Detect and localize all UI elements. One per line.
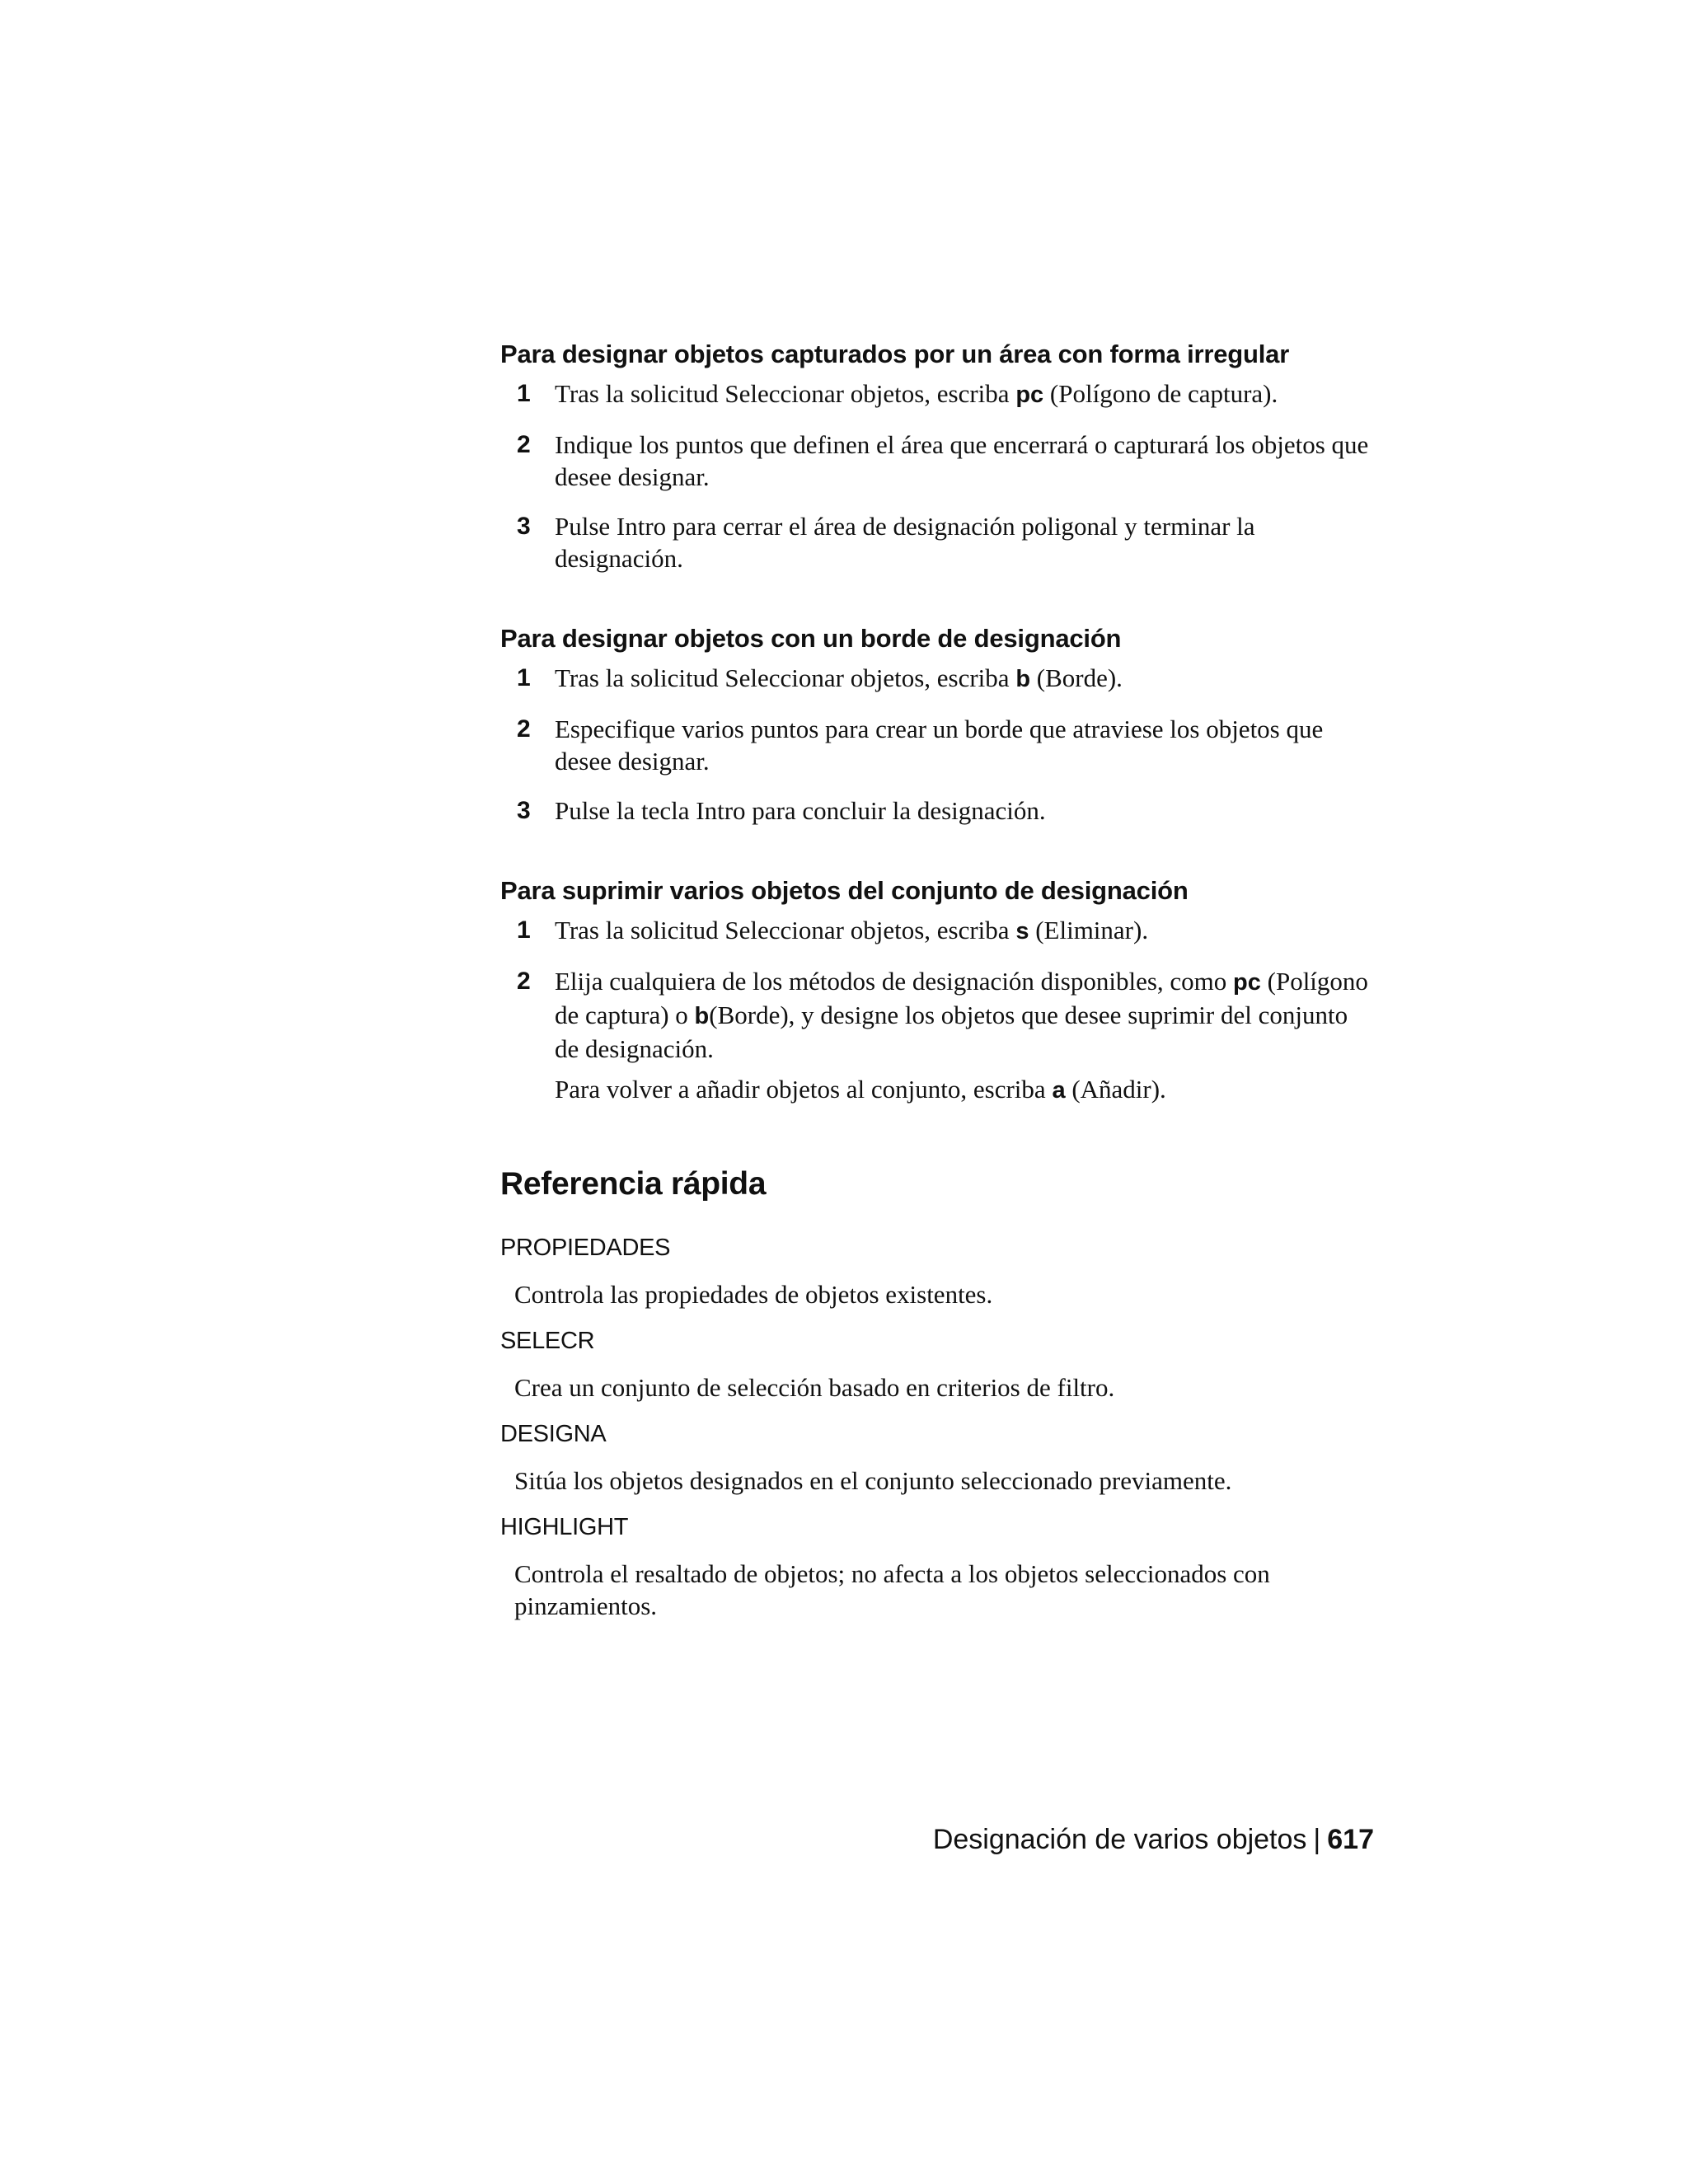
step-number: 2 [517,431,531,458]
section-heading: Referencia rápida [500,1166,767,1202]
procedure-heading: Para suprimir varios objetos del conjunto de designación [500,876,1189,905]
command-keyword: pc [1233,969,1261,996]
procedure-heading: Para designar objetos con un borde de designación [500,624,1122,653]
command-keyword: pc [1015,382,1044,408]
step-text: Elija cualquiera de los métodos de designación disponibles, como [555,967,1234,996]
step-text: (Borde). [1030,663,1123,692]
step-note-text: Para volver a añadir objetos al conjunto, escriba [555,1075,1053,1104]
procedure-remove [500,874,1374,1107]
step-text: (Polígono de captura). [1043,379,1278,408]
command-keyword: b [1015,666,1031,692]
step-text: Pulse la tecla Intro para concluir la designación. [555,796,1046,825]
footer-separator: | [1313,1824,1321,1855]
procedure-steps [500,914,1374,1107]
step-text: Tras la solicitud Seleccionar objetos, escriba [555,379,1016,408]
procedure-fence [500,622,1374,827]
command-keyword: a [1052,1077,1066,1104]
step-number: 3 [517,797,531,824]
reference-term: DESIGNA [500,1421,607,1447]
reference-term: SELECR [500,1328,595,1354]
step-number: 2 [517,715,531,743]
procedure-capture-polygon [500,338,1374,574]
quick-reference [500,1165,1374,1622]
reference-description: Crea un conjunto de selección basado en criterios de filtro. [514,1373,1115,1402]
step-number: 2 [517,968,531,995]
procedure-step [500,914,1374,948]
page-footer [824,1821,1374,1858]
procedure-step [500,713,1374,777]
step-text: Tras la solicitud Seleccionar objetos, escriba [555,663,1016,692]
step-text: Especifique varios puntos para crear un borde que atraviese los objetos que desee designar. [555,715,1324,776]
step-text: (Borde), y designe los objetos que desee suprimir del conjunto de designación. [555,1001,1348,1063]
reference-term: HIGHLIGHT [500,1514,629,1540]
procedure-heading: Para designar objetos capturados por un área con forma irregular [500,340,1290,368]
procedure-step [500,510,1374,574]
procedure-steps [500,662,1374,827]
procedure-step [500,965,1374,1107]
procedure-step [500,662,1374,696]
step-note-text: (Añadir). [1065,1075,1166,1104]
page-content [500,338,1374,1637]
reference-description: Controla el resaltado de objetos; no afecta a los objetos seleccionados con pinzamientos. [514,1559,1270,1620]
step-text: (Eliminar). [1029,916,1149,944]
step-number: 3 [517,513,531,540]
command-keyword: b [694,1003,710,1029]
procedure-step [500,429,1374,493]
step-number: 1 [517,380,531,407]
page-number: 617 [1327,1824,1374,1855]
footer-chapter-title: Designación de varios objetos [932,1824,1307,1855]
step-text: Tras la solicitud Seleccionar objetos, escriba [555,916,1016,944]
step-number: 1 [517,916,531,944]
reference-description: Sitúa los objetos designados en el conjunto seleccionado previamente. [514,1466,1232,1495]
command-keyword: s [1015,918,1029,944]
reference-term: PROPIEDADES [500,1235,671,1261]
reference-description: Controla las propiedades de objetos existentes. [514,1280,993,1309]
step-text: Pulse Intro para cerrar el área de designación poligonal y terminar la designación. [555,512,1255,573]
procedure-step [500,794,1374,827]
step-number: 1 [517,664,531,691]
step-text: Indique los puntos que definen el área que encerrará o capturará los objetos que desee designar. [555,430,1369,491]
procedure-steps [500,377,1374,574]
step-note [555,1073,1374,1107]
procedure-step [500,377,1374,411]
step-text: (Polígono de captura) o [555,967,1368,1029]
